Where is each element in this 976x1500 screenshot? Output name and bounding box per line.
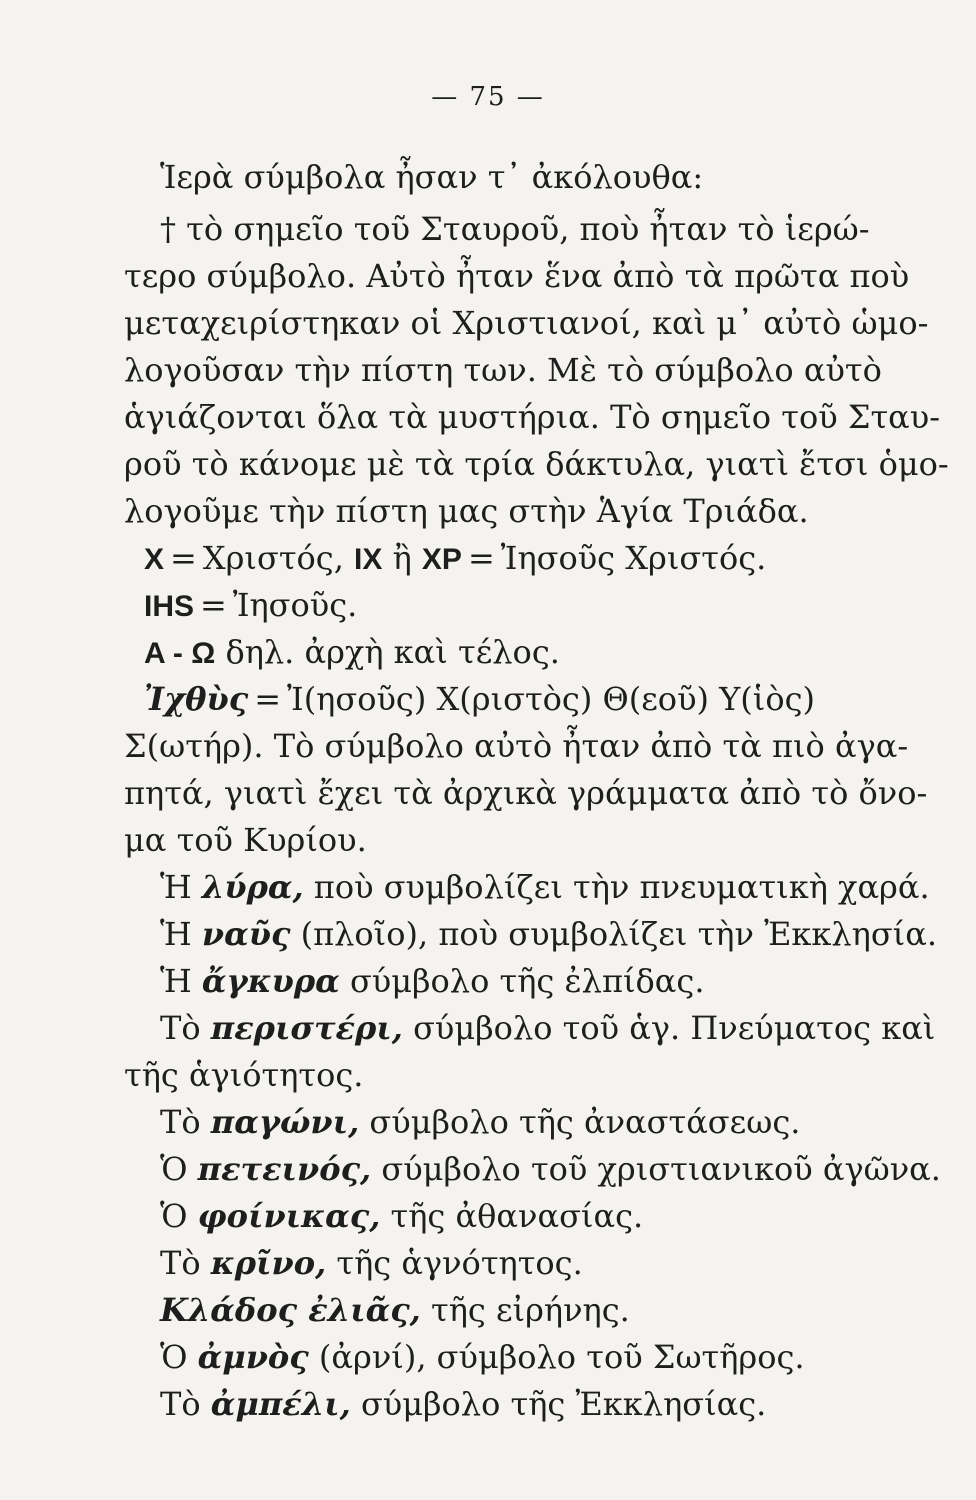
symbol-meaning: σύμβολο τῆς Ἐκκλησίας. xyxy=(360,1385,767,1423)
cross-paragraph-line: ἁγιάζονται ὅλα τὰ μυστήρια. Τὸ σημεῖο τοῦ Σταυ- xyxy=(124,398,941,436)
symbol-entry xyxy=(160,1102,800,1142)
symbol-meaning: ποὺ συμβολίζει τὴν πνευματικὴ χαρά. xyxy=(313,868,930,906)
article: Ἡ xyxy=(160,868,192,906)
symbol-meaning: (πλοῖο), ποὺ συμβολίζει τὴν Ἐκκλησία. xyxy=(300,915,937,953)
symbol-entry xyxy=(160,1008,935,1048)
symbol-word: ναῦς xyxy=(201,915,291,953)
article: Τὸ xyxy=(160,1009,201,1047)
or-word: ἢ xyxy=(392,539,412,577)
christogram-x-text: Χριστός, xyxy=(202,539,344,577)
symbol-entry xyxy=(160,867,930,907)
symbol-meaning: τῆς ἁγνότητος. xyxy=(336,1244,583,1282)
article: Ὁ xyxy=(160,1338,188,1376)
symbol-meaning: τῆς ἁγιότητος. xyxy=(124,1056,364,1094)
symbol-meaning: σύμβολο τοῦ χριστιανικοῦ ἀγῶνα. xyxy=(381,1150,941,1188)
equals-sign: = xyxy=(467,539,495,577)
ihs-text: Ἰησοῦς. xyxy=(232,586,358,624)
symbol-word: ἀμνὸς xyxy=(197,1338,309,1376)
symbol-word: φοίνικας, xyxy=(197,1197,381,1235)
cross-paragraph-line: λογοῦσαν τὴν πίστη των. Μὲ τὸ σύμβολο αὐτὸ xyxy=(124,351,882,389)
symbol-word: περιστέρι, xyxy=(210,1009,403,1047)
symbol-word: ἀμπέλι, xyxy=(210,1385,351,1423)
symbol-meaning: σύμβολο τῆς ἀναστάσεως. xyxy=(369,1103,801,1141)
symbol-meaning: σύμβολο τῆς ἐλπίδας. xyxy=(349,962,705,1000)
equals-sign: = xyxy=(170,539,197,577)
symbol-entry xyxy=(160,1196,643,1236)
article: Τὸ xyxy=(160,1244,201,1282)
symbol-word: κρῖνο, xyxy=(210,1244,327,1282)
symbol-meaning: τῆς εἰρήνης. xyxy=(430,1291,630,1329)
symbol-entry xyxy=(160,961,704,1001)
article: Ἡ xyxy=(160,915,192,953)
symbol-word: Κλάδος ἐλιᾶς, xyxy=(160,1291,421,1329)
symbol-meaning: τῆς ἀθανασίας. xyxy=(390,1197,644,1235)
symbol-word: παγώνι, xyxy=(210,1103,360,1141)
equals-sign: = xyxy=(200,586,227,624)
ihs-line xyxy=(144,585,357,627)
x-symbol: X xyxy=(144,543,165,576)
symbol-entry xyxy=(160,1290,630,1330)
symbol-word: πετεινός, xyxy=(197,1150,372,1188)
article: Ὁ xyxy=(160,1150,188,1188)
intro-line: Ἱερὰ σύμβολα ἦσαν τ᾿ ἀκόλουθα: xyxy=(160,158,704,196)
ichthys-word: Ἰχθὺς xyxy=(144,680,249,718)
page-number: — 75 — xyxy=(431,82,545,112)
symbol-entry xyxy=(160,1243,583,1283)
symbol-entry xyxy=(160,914,937,954)
cross-paragraph-line: ροῦ τὸ κάνομε μὲ τὰ τρία δάκτυλα, γιατὶ ἔτσι ὁμο- xyxy=(124,445,949,483)
symbol-entry xyxy=(160,1149,941,1189)
cross-paragraph-line xyxy=(160,209,870,249)
article: Τὸ xyxy=(160,1103,201,1141)
christogram-line xyxy=(144,538,766,580)
article: Ὁ xyxy=(160,1197,188,1235)
christogram-ix-text: Ἰησοῦς Χριστός. xyxy=(500,539,767,577)
ichthys-paragraph-line: πητά, γιατὶ ἔχει τὰ ἀρχικὰ γράμματα ἀπὸ τὸ ὄνο- xyxy=(124,774,928,812)
symbol-entry xyxy=(160,1384,766,1424)
symbol-word: λύρα, xyxy=(201,868,304,906)
symbol-entry-continuation xyxy=(124,1055,363,1095)
article: Ἡ xyxy=(160,962,192,1000)
cross-paragraph-line: τερο σύμβολο. Αὐτὸ ἦταν ἕνα ἀπὸ τὰ πρῶτα ποὺ xyxy=(124,257,910,295)
symbol-entry xyxy=(160,1337,805,1377)
xp-symbol: XP xyxy=(421,543,462,576)
equals-sign: = xyxy=(254,680,282,718)
cross-paragraph-line: λογοῦμε τὴν πίστη μας στὴν Ἁγία Τριάδα. xyxy=(124,492,809,530)
symbol-meaning: σύμβολο τοῦ ἁγ. Πνεύματος καὶ xyxy=(413,1009,936,1047)
alpha-omega-text: δηλ. ἀρχὴ καὶ τέλος. xyxy=(225,633,560,671)
ichthys-paragraph-line: μα τοῦ Κυρίου. xyxy=(124,821,367,859)
alpha-omega-line xyxy=(144,632,560,674)
symbol-word: ἄγκυρα xyxy=(201,962,340,1000)
ichthys-acrostic: Ἰ(ησοῦς) Χ(ριστὸς) Θ(εοῦ) Υ(ἱὸς) xyxy=(287,680,815,718)
ichthys-paragraph-line: Σ(ωτήρ). Τὸ σύμβολο αὐτὸ ἦταν ἀπὸ τὰ πιὸ ἀγα- xyxy=(124,727,909,765)
symbol-meaning: (ἀρνί), σύμβολο τοῦ Σωτῆρος. xyxy=(318,1338,805,1376)
ihs-symbol: IHS xyxy=(144,590,195,623)
cross-text: τὸ σημεῖο τοῦ Σταυροῦ, ποὺ ἦταν τὸ ἱερώ- xyxy=(186,210,870,248)
ichthys-line xyxy=(144,679,815,719)
cross-paragraph-line: μεταχειρίστηκαν οἱ Χριστιανοί, καὶ μ᾿ αὐτὸ ὡμο- xyxy=(124,304,929,342)
alpha-omega-symbol: A - Ω xyxy=(144,637,216,670)
dagger-symbol: † xyxy=(160,210,176,248)
ix-symbol: IX xyxy=(354,543,383,576)
article: Τὸ xyxy=(160,1385,201,1423)
